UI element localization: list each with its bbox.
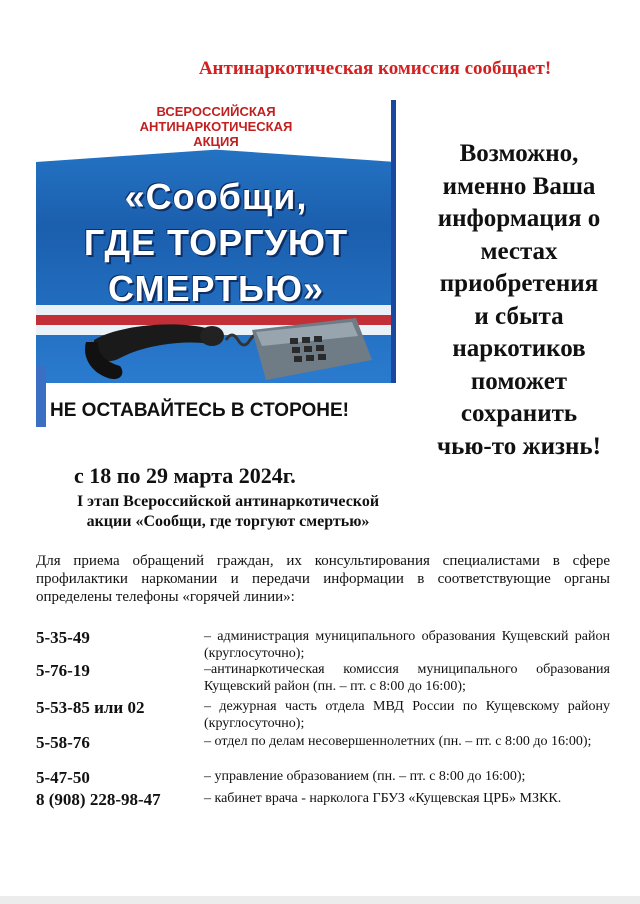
hotline-description: – отдел по делам несовершеннолетних (пн. – пт. с 8:00 до 16:00); — [204, 734, 592, 749]
poster-title-line: СМЕРТЬЮ» — [107, 268, 325, 309]
side-message-line: наркотиков — [452, 335, 586, 362]
hotline-description: – управление образованием (пн. – пт. с 8:00 до 16:00); — [204, 769, 526, 784]
intro-paragraph: Для приема обращений граждан, их консультирования специалистами в сфере профилактики наркомании и передачи информации в соответствующие органы определены телефоны «горячей линии»: — [36, 553, 610, 605]
hotline-number: 5-35-49 — [36, 628, 90, 647]
poster-title-line: «Сообщи, — [124, 176, 308, 217]
hotline-number: 5-58-76 — [36, 733, 90, 752]
side-message — [412, 138, 626, 463]
poster-slogan: НЕ ОСТАВАЙТЕСЬ В СТОРОНЕ! — [50, 400, 349, 421]
page-header: Антинаркотическая комиссия сообщает! — [198, 58, 552, 79]
hotline-number: 5-53-85 или 02 — [36, 698, 145, 717]
stage-line: I этап Всероссийской антинаркотической — [76, 493, 380, 510]
hotline-description: – дежурная часть отдела МВД России по Кущевскому району (круглосуточно); — [204, 699, 610, 731]
hotline-description: – администрация муниципального образования Кущевский район (круглосуточно); — [204, 629, 610, 661]
stage-line: акции «Сообщи, где торгуют смертью» — [86, 513, 370, 530]
hotline-number: 8 (908) 228-98-47 — [36, 790, 161, 809]
poster-banner — [36, 100, 396, 383]
side-message-line: информация о — [437, 205, 601, 232]
campaign-dates: с 18 по 29 марта 2024г. — [74, 463, 296, 488]
side-message-line: чью-то жизнь! — [437, 432, 601, 460]
poster-title — [36, 174, 396, 312]
hotline-number: 5-47-50 — [36, 768, 90, 787]
side-message-line: именно Ваша — [442, 172, 596, 200]
poster-ribbon-text — [36, 104, 396, 149]
campaign-poster — [36, 100, 396, 430]
campaign-stage — [36, 492, 420, 532]
side-message-line: местах — [480, 237, 558, 265]
poster-title-line: ГДЕ ТОРГУЮТ — [83, 222, 349, 263]
page-bottom-edge — [0, 896, 640, 904]
side-message-line: поможет — [470, 367, 568, 395]
telephone-icon — [76, 300, 376, 383]
poster-edge — [391, 100, 396, 383]
ribbon-line: АНТИНАРКОТИЧЕСКАЯ — [139, 119, 293, 134]
side-message-line: Возможно, — [459, 140, 579, 167]
ribbon-line: АКЦИЯ — [193, 134, 239, 149]
poster-accent-bar — [36, 365, 46, 427]
ribbon-line: ВСЕРОССИЙСКАЯ — [156, 104, 276, 119]
hotline-description: – кабинет врача - нарколога ГБУЗ «Кущевская ЦРБ» МЗКК. — [204, 791, 562, 806]
side-message-line: и сбыта — [474, 302, 564, 330]
hotline-description: –антинаркотическая комиссия муниципального образования Кущевский район (пн. – пт. с 8:00 до 16:00); — [204, 662, 610, 694]
hotline-number: 5-76-19 — [36, 661, 90, 680]
side-message-line: сохранить — [460, 400, 578, 427]
side-message-line: приобретения — [439, 270, 599, 297]
